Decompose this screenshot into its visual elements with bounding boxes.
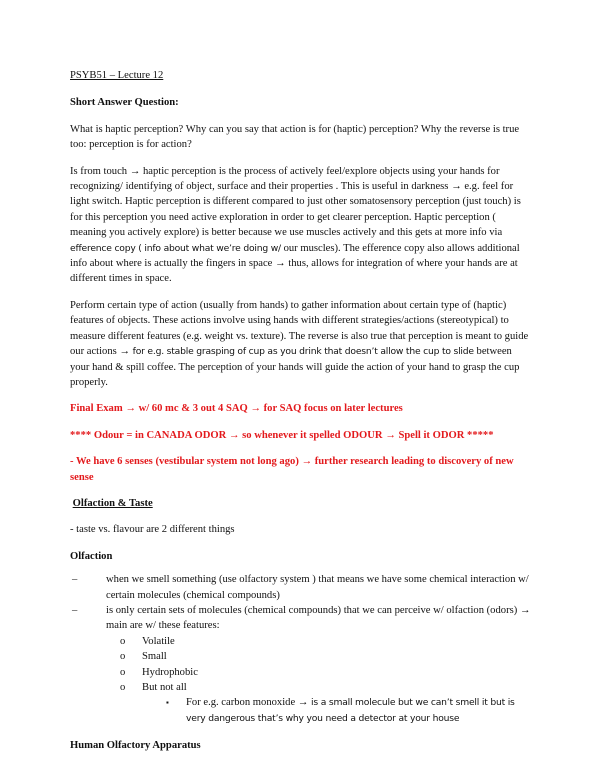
features-list [120, 634, 532, 726]
list-item [70, 572, 532, 603]
list-item [120, 665, 532, 680]
exam-note: Final Exam → w/ 60 mc & 3 out 4 SAQ → for SAQ focus on later lectures [70, 403, 403, 415]
square-bullet-icon: ▪ [166, 698, 169, 708]
answer-paragraph-1 [70, 164, 532, 287]
human-olfactory-heading: Human Olfactory Apparatus [70, 740, 201, 752]
answer-paragraph-2-part-b: between your hand & spill coffee. The perception of your hands will guide the action of your hand to grasp the cup properly. [70, 346, 520, 388]
circle-marker: o [120, 666, 126, 678]
handwritten-insert-3: is a small molecule but we can’t smell it but is very dangerous that’s why you need a detector at your house [186, 697, 515, 724]
list-item [166, 695, 532, 726]
list-item-text: is only certain sets of molecules (chemical compounds) that we can perceive w/ olfaction (odors) → main are w/ these features: [106, 604, 531, 632]
list-item [120, 680, 532, 726]
example-text: For e.g. carbon monoxide → [186, 697, 312, 709]
handwritten-insert-2: for e.g. stable grasping of cup as you drink that doesn’t allow the cup to slide [132, 346, 474, 358]
olfaction-taste-heading: Olfaction & Taste [72, 497, 153, 509]
circle-marker: o [120, 635, 126, 647]
short-answer-heading: Short Answer Question: [70, 97, 179, 109]
olfaction-list [70, 572, 532, 726]
dash-marker: – [72, 604, 78, 616]
feature-text: Volatile [142, 635, 175, 647]
taste-note: - taste vs. flavour are 2 different things [70, 524, 235, 536]
list-item [120, 634, 532, 649]
list-item [70, 603, 532, 726]
senses-note: - We have 6 senses (vestibular system not long ago) → further research leading to discovery of new sense [70, 456, 514, 483]
feature-text: But not all [142, 682, 187, 693]
answer-paragraph-2 [70, 298, 532, 390]
course-title: PSYB51 – Lecture 12 [70, 70, 164, 81]
answer-paragraph-1-part-b: our muscles). The efference copy also allows additional info about where is actually the fingers in space → thus, allows for integration of where your hands are at different times in space. [70, 242, 520, 285]
document-page [70, 68, 532, 754]
feature-text: Small [142, 651, 167, 663]
feature-text: Hydrophobic [142, 666, 198, 678]
spelling-note: **** Odour = in CANADA ODOR → so whenever it spelled ODOUR → Spell it ODOR ***** [70, 429, 494, 441]
list-item [120, 649, 532, 664]
example-list [166, 695, 532, 726]
circle-marker: o [120, 651, 126, 663]
answer-paragraph-2-part-a: Perform certain type of action (usually from hands) to gather information about certain type of (haptic) features of objects. These actions involve using hands with different strategies/actions (stereotypical) to measure different features (e.g. weight vs. texture). The reverse is also true that perception is meant to guide our actions → [70, 299, 529, 358]
answer-paragraph-1-part-a: Is from touch → haptic perception is the process of actively feel/explore objects using your hands for recognizing/ identifying of object, surface and their properties . This is useful in darkness → e.g. feel for light switch. Haptic perception is different compared to just other somatosensory perception (just touch) is for this perception you need active exploration in order to get clearer perception. Haptic perception ( meaning you actively explore) is better because we use muscles actively and this gets at more info via [70, 165, 521, 239]
handwritten-insert-1: efference copy ( info about what we’re doing w/ [70, 242, 281, 254]
circle-marker: o [120, 682, 126, 693]
dash-marker: – [72, 574, 78, 586]
list-item-text: when we smell something (use olfactory system ) that means we have some chemical interaction w/ certain molecules (chemical compounds) [106, 574, 529, 601]
question-text: What is haptic perception? Why can you say that action is for (haptic) perception? Why the reverse is true too: perception is for action? [70, 123, 520, 151]
olfaction-heading: Olfaction [70, 550, 113, 562]
